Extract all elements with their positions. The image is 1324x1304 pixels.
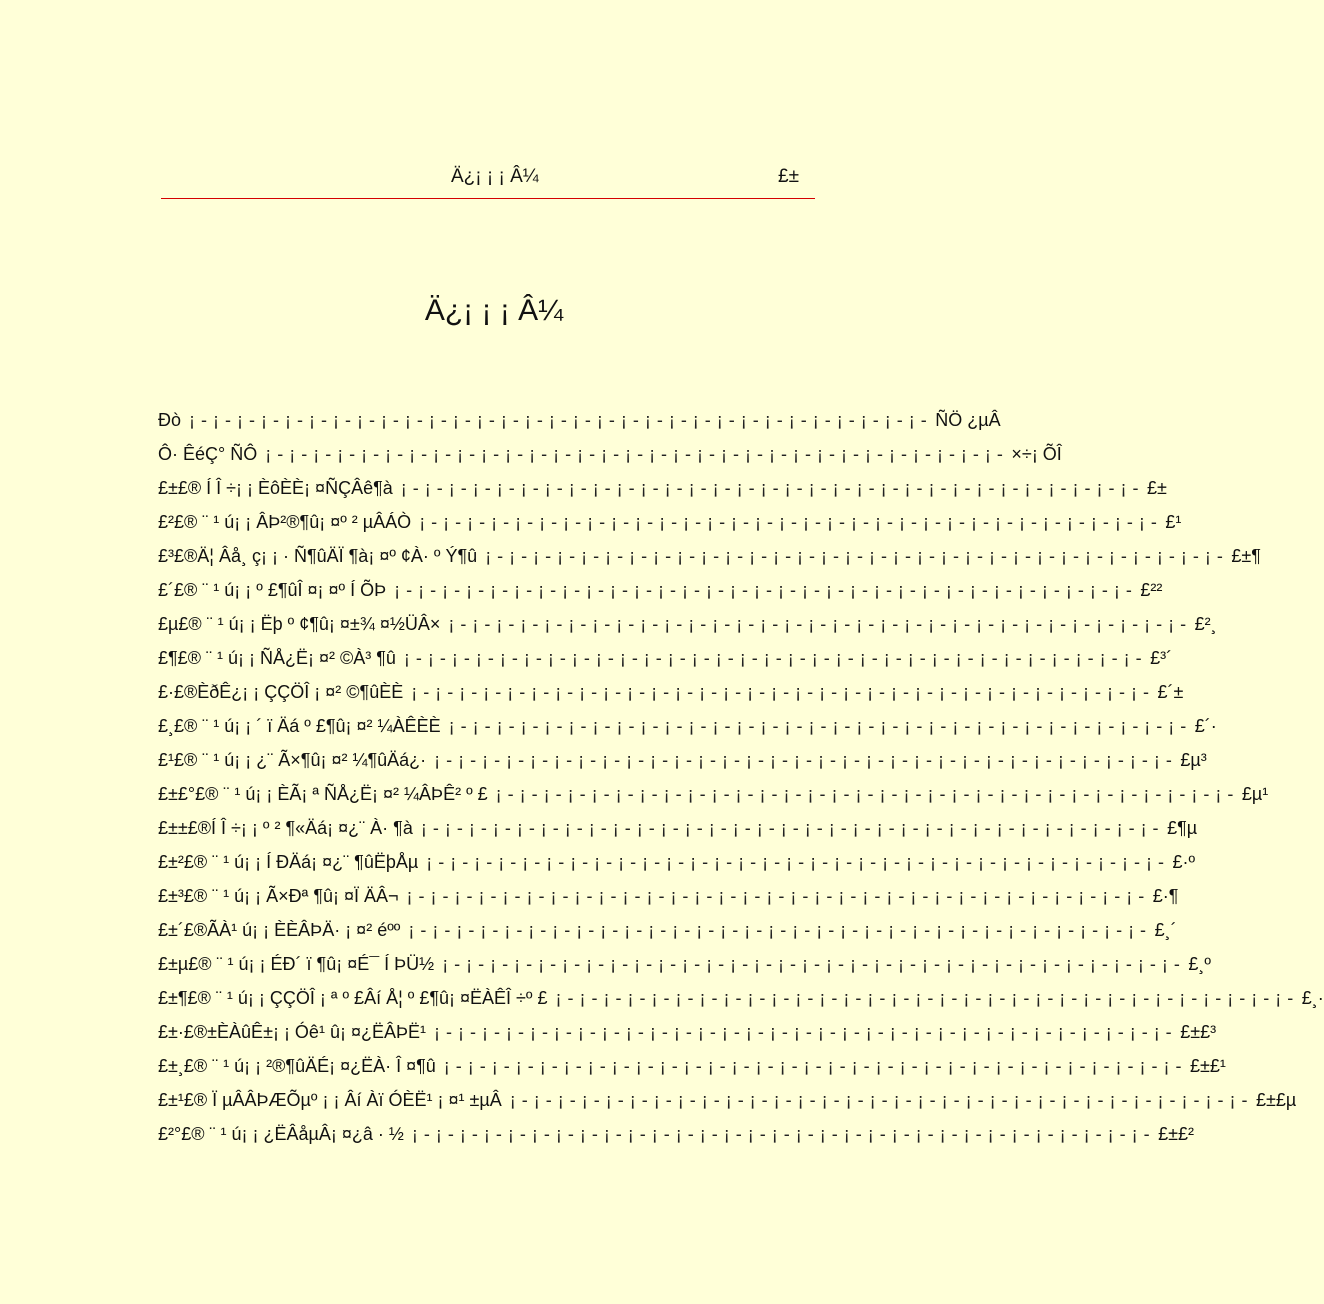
toc-dot-leader: ¡ - ¡ - ¡ - ¡ - ¡ - ¡ - ¡ - ¡ - ¡ - ¡ - ¡ - ¡ - ¡ - ¡ - ¡ - ¡ - ¡ - ¡ - ¡ - ¡ - ¡ - ¡ - ¡ - ¡ - ¡ - ¡ - ¡ - ¡ - ¡ - ¡ - ¡ - <box>408 920 1147 940</box>
toc-dot-leader: ¡ - ¡ - ¡ - ¡ - ¡ - ¡ - ¡ - ¡ - ¡ - ¡ - ¡ - ¡ - ¡ - ¡ - ¡ - ¡ - ¡ - ¡ - ¡ - ¡ - ¡ - ¡ - ¡ - ¡ - ¡ - ¡ - ¡ - ¡ - ¡ - ¡ - ¡ - <box>448 614 1187 634</box>
toc-entry-page-number: £´· <box>1194 716 1217 736</box>
toc-entry[interactable] <box>158 818 1198 852</box>
toc-entry[interactable] <box>158 512 1182 546</box>
toc-entry-page-number: £µ³ <box>1180 750 1207 770</box>
toc-entry[interactable] <box>158 988 1324 1022</box>
toc-entry[interactable] <box>158 954 1211 988</box>
toc-entry-page-number: £·¶ <box>1152 886 1179 906</box>
toc-dot-leader: ¡ - ¡ - ¡ - ¡ - ¡ - ¡ - ¡ - ¡ - ¡ - ¡ - ¡ - ¡ - ¡ - ¡ - ¡ - ¡ - ¡ - ¡ - ¡ - ¡ - ¡ - ¡ - ¡ - ¡ - ¡ - ¡ - ¡ - ¡ - ¡ - ¡ - ¡ - <box>509 1090 1248 1110</box>
toc-entry[interactable] <box>158 682 1184 716</box>
toc-entry-page-number: ÑÖ ¿µÂ <box>935 410 1001 430</box>
toc-entry-label: £³£®Ä¦ Âå¸ ç¡ ¡ · Ñ¶ûÄÏ ¶à¡ ¤º ¢À· º Ý¶û <box>158 546 478 566</box>
toc-entry-label: £±·£®±ÈÀûÊ±¡ ¡ Óê¹ û¡ ¤¿ËÂÞË¹ <box>158 1022 426 1042</box>
toc-entry-page-number: ×÷¡ ÕÎ <box>1011 444 1062 464</box>
toc-entry[interactable] <box>158 1056 1226 1090</box>
toc-entry-label: £²£® ¨ ¹ ú¡ ¡ ÂÞ²®¶û¡ ¤º ² µÂÁÒ <box>158 512 412 532</box>
toc-entry[interactable] <box>158 410 1001 444</box>
toc-entry-label: £±¶£® ¨ ¹ ú¡ ¡ ÇÇÖÎ ¡ ª º £Âí Å¦ º £¶û¡ ¤ËÀÊÎ ÷º £ <box>158 988 548 1008</box>
toc-entry-label: Ô· ÊéÇ° ÑÔ <box>158 444 258 464</box>
toc-entry-label: £·£®ÈðÊ¿¡ ¡ ÇÇÖÎ ¡ ¤² ©¶ûÈÈ <box>158 682 404 702</box>
toc-entry-label: £±¸£® ¨ ¹ ú¡ ¡ ²®¶ûÄÉ¡ ¤¿ËÀ· Î ¤¶û <box>158 1056 436 1076</box>
toc-entry-page-number: £²² <box>1140 580 1163 600</box>
toc-entry-page-number: £´± <box>1157 682 1184 702</box>
toc-dot-leader: ¡ - ¡ - ¡ - ¡ - ¡ - ¡ - ¡ - ¡ - ¡ - ¡ - ¡ - ¡ - ¡ - ¡ - ¡ - ¡ - ¡ - ¡ - ¡ - ¡ - ¡ - ¡ - ¡ - ¡ - ¡ - ¡ - ¡ - ¡ - ¡ - ¡ - ¡ - <box>411 682 1150 702</box>
toc-entry-page-number: £¹ <box>1165 512 1182 532</box>
toc-dot-leader: ¡ - ¡ - ¡ - ¡ - ¡ - ¡ - ¡ - ¡ - ¡ - ¡ - ¡ - ¡ - ¡ - ¡ - ¡ - ¡ - ¡ - ¡ - ¡ - ¡ - ¡ - ¡ - ¡ - ¡ - ¡ - ¡ - ¡ - ¡ - ¡ - ¡ - ¡ - <box>403 648 1143 668</box>
toc-entry[interactable] <box>158 648 1173 682</box>
toc-entry[interactable] <box>158 1090 1297 1124</box>
toc-entry-page-number: £·º <box>1172 852 1196 872</box>
toc-entry[interactable] <box>158 784 1269 818</box>
toc-entry-label: £´£® ¨ ¹ ú¡ ¡ º £¶ûÎ ¤¡ ¤º Í ÕÞ <box>158 580 387 600</box>
toc-entry-label: £¶£® ¨ ¹ ú¡ ¡ ÑÅ¿Ë¡ ¤² ©À³ ¶û <box>158 648 396 668</box>
toc-dot-leader: ¡ - ¡ - ¡ - ¡ - ¡ - ¡ - ¡ - ¡ - ¡ - ¡ - ¡ - ¡ - ¡ - ¡ - ¡ - ¡ - ¡ - ¡ - ¡ - ¡ - ¡ - ¡ - ¡ - ¡ - ¡ - ¡ - ¡ - ¡ - ¡ - ¡ - ¡ - <box>411 1124 1151 1144</box>
toc-entry-label: Ðò <box>158 410 182 430</box>
toc-dot-leader: ¡ - ¡ - ¡ - ¡ - ¡ - ¡ - ¡ - ¡ - ¡ - ¡ - ¡ - ¡ - ¡ - ¡ - ¡ - ¡ - ¡ - ¡ - ¡ - ¡ - ¡ - ¡ - ¡ - ¡ - ¡ - ¡ - ¡ - ¡ - ¡ - ¡ - ¡ - <box>442 954 1181 974</box>
toc-dot-leader: ¡ - ¡ - ¡ - ¡ - ¡ - ¡ - ¡ - ¡ - ¡ - ¡ - ¡ - ¡ - ¡ - ¡ - ¡ - ¡ - ¡ - ¡ - ¡ - ¡ - ¡ - ¡ - ¡ - ¡ - ¡ - ¡ - ¡ - ¡ - ¡ - ¡ - ¡ - <box>433 1022 1173 1042</box>
toc-entry-label: £±³£® ¨ ¹ ú¡ ¡ Ã×Ðª ¶û¡ ¤Ï ÄÂ¬ <box>158 886 399 906</box>
toc-dot-leader: ¡ - ¡ - ¡ - ¡ - ¡ - ¡ - ¡ - ¡ - ¡ - ¡ - ¡ - ¡ - ¡ - ¡ - ¡ - ¡ - ¡ - ¡ - ¡ - ¡ - ¡ - ¡ - ¡ - ¡ - ¡ - ¡ - ¡ - ¡ - ¡ - ¡ - ¡ - <box>443 1056 1182 1076</box>
toc-entry-page-number: £± <box>1146 478 1167 498</box>
toc-entry-page-number: £²¸ <box>1194 614 1217 634</box>
running-head-page-number: £± <box>778 166 799 187</box>
toc-dot-leader: ¡ - ¡ - ¡ - ¡ - ¡ - ¡ - ¡ - ¡ - ¡ - ¡ - ¡ - ¡ - ¡ - ¡ - ¡ - ¡ - ¡ - ¡ - ¡ - ¡ - ¡ - ¡ - ¡ - ¡ - ¡ - ¡ - ¡ - ¡ - ¡ - ¡ - ¡ - <box>400 478 1139 498</box>
toc-entry-label: £±´£®ÃÀ¹ ú¡ ¡ ÈÈÂÞÄ· ¡ ¤² éºº <box>158 920 401 940</box>
toc-entry-page-number: £³´ <box>1150 648 1173 668</box>
toc-entry-page-number: £¸º <box>1188 954 1211 974</box>
toc-entry[interactable] <box>158 614 1217 648</box>
toc-entry[interactable] <box>158 920 1177 954</box>
toc-entry[interactable] <box>158 546 1261 580</box>
toc-entry[interactable] <box>158 1124 1194 1158</box>
toc-entry[interactable] <box>158 580 1163 614</box>
toc-entry[interactable] <box>158 716 1217 750</box>
toc-entry[interactable] <box>158 444 1062 478</box>
toc-entry-label: £±£°£® ¨ ¹ ú¡ ¡ ÈÃ¡ ª ÑÅ¿Ë¡ ¤² ¼ÂÞÊ² º £ <box>158 784 488 804</box>
header-rule <box>161 198 815 199</box>
running-head <box>161 166 815 194</box>
toc-dot-leader: ¡ - ¡ - ¡ - ¡ - ¡ - ¡ - ¡ - ¡ - ¡ - ¡ - ¡ - ¡ - ¡ - ¡ - ¡ - ¡ - ¡ - ¡ - ¡ - ¡ - ¡ - ¡ - ¡ - ¡ - ¡ - ¡ - ¡ - ¡ - ¡ - ¡ - ¡ - <box>495 784 1234 804</box>
toc-dot-leader: ¡ - ¡ - ¡ - ¡ - ¡ - ¡ - ¡ - ¡ - ¡ - ¡ - ¡ - ¡ - ¡ - ¡ - ¡ - ¡ - ¡ - ¡ - ¡ - ¡ - ¡ - ¡ - ¡ - ¡ - ¡ - ¡ - ¡ - ¡ - ¡ - ¡ - ¡ - <box>265 444 1004 464</box>
toc-dot-leader: ¡ - ¡ - ¡ - ¡ - ¡ - ¡ - ¡ - ¡ - ¡ - ¡ - ¡ - ¡ - ¡ - ¡ - ¡ - ¡ - ¡ - ¡ - ¡ - ¡ - ¡ - ¡ - ¡ - ¡ - ¡ - ¡ - ¡ - ¡ - ¡ - ¡ - ¡ - <box>448 716 1187 736</box>
toc-entry[interactable] <box>158 1022 1217 1056</box>
toc-dot-leader: ¡ - ¡ - ¡ - ¡ - ¡ - ¡ - ¡ - ¡ - ¡ - ¡ - ¡ - ¡ - ¡ - ¡ - ¡ - ¡ - ¡ - ¡ - ¡ - ¡ - ¡ - ¡ - ¡ - ¡ - ¡ - ¡ - ¡ - ¡ - ¡ - ¡ - ¡ - <box>406 886 1145 906</box>
toc-dot-leader: ¡ - ¡ - ¡ - ¡ - ¡ - ¡ - ¡ - ¡ - ¡ - ¡ - ¡ - ¡ - ¡ - ¡ - ¡ - ¡ - ¡ - ¡ - ¡ - ¡ - ¡ - ¡ - ¡ - ¡ - ¡ - ¡ - ¡ - ¡ - ¡ - ¡ - ¡ - <box>426 852 1165 872</box>
toc-dot-leader: ¡ - ¡ - ¡ - ¡ - ¡ - ¡ - ¡ - ¡ - ¡ - ¡ - ¡ - ¡ - ¡ - ¡ - ¡ - ¡ - ¡ - ¡ - ¡ - ¡ - ¡ - ¡ - ¡ - ¡ - ¡ - ¡ - ¡ - ¡ - ¡ - ¡ - ¡ - <box>419 512 1158 532</box>
toc-dot-leader: ¡ - ¡ - ¡ - ¡ - ¡ - ¡ - ¡ - ¡ - ¡ - ¡ - ¡ - ¡ - ¡ - ¡ - ¡ - ¡ - ¡ - ¡ - ¡ - ¡ - ¡ - ¡ - ¡ - ¡ - ¡ - ¡ - ¡ - ¡ - ¡ - ¡ - ¡ - <box>189 410 928 430</box>
toc-entry-label: £±£® Í Î ÷¡ ¡ ÈôÈÈ¡ ¤ÑÇÂê¶à <box>158 478 393 498</box>
toc-dot-leader: ¡ - ¡ - ¡ - ¡ - ¡ - ¡ - ¡ - ¡ - ¡ - ¡ - ¡ - ¡ - ¡ - ¡ - ¡ - ¡ - ¡ - ¡ - ¡ - ¡ - ¡ - ¡ - ¡ - ¡ - ¡ - ¡ - ¡ - ¡ - ¡ - ¡ - ¡ - <box>485 546 1224 566</box>
toc-entry-label: £²°£® ¨ ¹ ú¡ ¡ ¿ËÂåµÂ¡ ¤¿â · ½ <box>158 1124 404 1144</box>
toc-entry-page-number: £¶µ <box>1167 818 1198 838</box>
toc-dot-leader: ¡ - ¡ - ¡ - ¡ - ¡ - ¡ - ¡ - ¡ - ¡ - ¡ - ¡ - ¡ - ¡ - ¡ - ¡ - ¡ - ¡ - ¡ - ¡ - ¡ - ¡ - ¡ - ¡ - ¡ - ¡ - ¡ - ¡ - ¡ - ¡ - ¡ - ¡ - <box>394 580 1133 600</box>
toc-entry[interactable] <box>158 852 1196 886</box>
toc-entry-page-number: £±£³ <box>1180 1022 1217 1042</box>
toc-entry-page-number: £¸´ <box>1154 920 1177 940</box>
running-head-title: Ä¿¡ ¡ ¡ Â¼ <box>451 166 539 187</box>
toc-entry-label: £±µ£® ¨ ¹ ú¡ ¡ ÉÐ´ ï ¶û¡ ¤É¯ Í ÞÜ½ <box>158 954 435 974</box>
toc-entry-label: £¸£® ¨ ¹ ú¡ ¡ ´ ï Äá º £¶û¡ ¤² ¼ÀÊÈÈ <box>158 716 441 736</box>
table-of-contents <box>158 410 1324 1158</box>
toc-entry-label: £¹£® ¨ ¹ ú¡ ¡ ¿¨ Ã×¶û¡ ¤² ¼¶ûÄá¿· <box>158 750 427 770</box>
toc-entry-label: £µ£® ¨ ¹ ú¡ ¡ Ëþ º ¢¶û¡ ¤±¾ ¤½ÜÂ× <box>158 614 441 634</box>
toc-entry-page-number: £±£¹ <box>1190 1056 1226 1076</box>
toc-entry[interactable] <box>158 886 1179 920</box>
toc-entry-page-number: £±£µ <box>1255 1090 1297 1110</box>
toc-entry-page-number: £±£² <box>1158 1124 1194 1144</box>
toc-entry-label: £±±£®Í Î ÷¡ ¡ º ² ¶«Äá¡ ¤¿¨ À· ¶à <box>158 818 413 838</box>
page-title: Ä¿¡ ¡ ¡ Â¼ <box>424 294 564 327</box>
toc-entry[interactable] <box>158 750 1207 784</box>
toc-dot-leader: ¡ - ¡ - ¡ - ¡ - ¡ - ¡ - ¡ - ¡ - ¡ - ¡ - ¡ - ¡ - ¡ - ¡ - ¡ - ¡ - ¡ - ¡ - ¡ - ¡ - ¡ - ¡ - ¡ - ¡ - ¡ - ¡ - ¡ - ¡ - ¡ - ¡ - ¡ - <box>434 750 1173 770</box>
toc-entry-page-number: £±¶ <box>1231 546 1261 566</box>
toc-entry-label: £±²£® ¨ ¹ ú¡ ¡ Í ÐÄá¡ ¤¿¨ ¶ûËþÅµ <box>158 852 419 872</box>
toc-entry-page-number: £¸· <box>1301 988 1324 1008</box>
toc-entry-label: £±¹£® Ï µÂÂÞÆÕµº ¡ ¡ Âí Àï ÓÈË¹ ¡ ¤¹ ±µÂ <box>158 1090 502 1110</box>
toc-entry-page-number: £µ¹ <box>1241 784 1269 804</box>
toc-entry[interactable] <box>158 478 1167 512</box>
toc-dot-leader: ¡ - ¡ - ¡ - ¡ - ¡ - ¡ - ¡ - ¡ - ¡ - ¡ - ¡ - ¡ - ¡ - ¡ - ¡ - ¡ - ¡ - ¡ - ¡ - ¡ - ¡ - ¡ - ¡ - ¡ - ¡ - ¡ - ¡ - ¡ - ¡ - ¡ - ¡ - <box>420 818 1160 838</box>
toc-dot-leader: ¡ - ¡ - ¡ - ¡ - ¡ - ¡ - ¡ - ¡ - ¡ - ¡ - ¡ - ¡ - ¡ - ¡ - ¡ - ¡ - ¡ - ¡ - ¡ - ¡ - ¡ - ¡ - ¡ - ¡ - ¡ - ¡ - ¡ - ¡ - ¡ - ¡ - ¡ - <box>555 988 1294 1008</box>
